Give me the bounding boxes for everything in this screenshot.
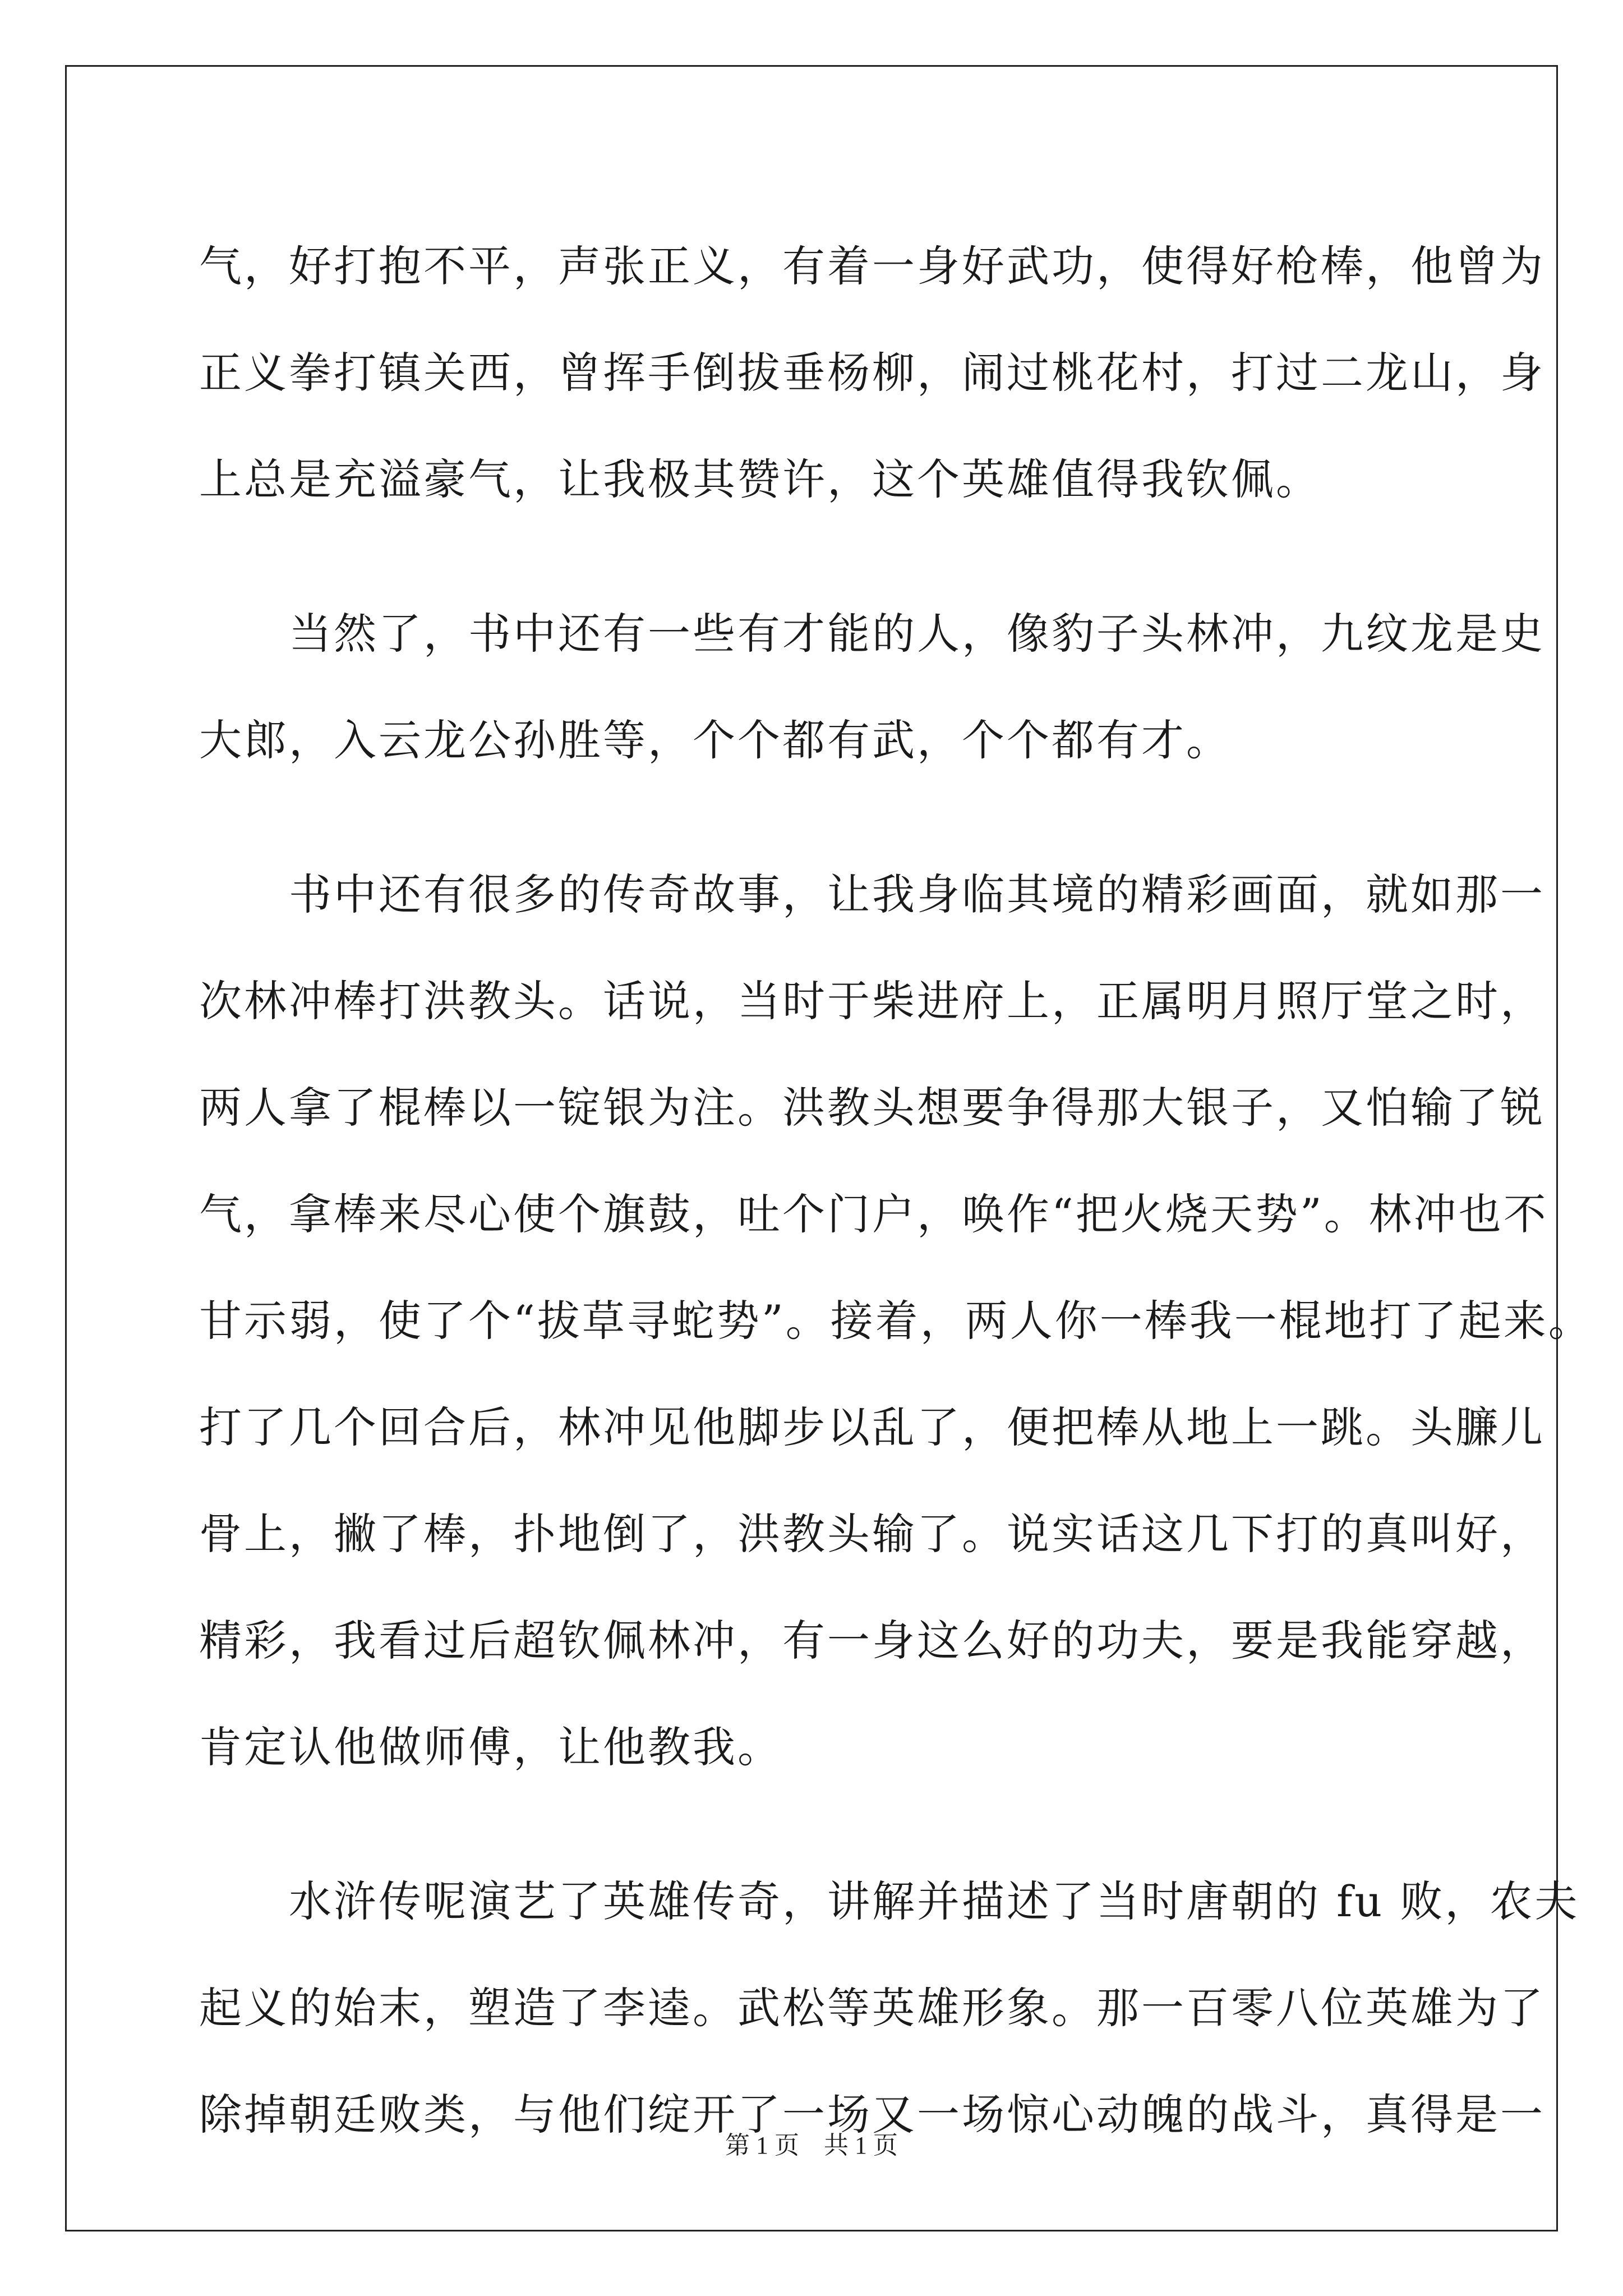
text-line: 甘示弱，使了个“拔草寻蛇势”。接着，两人你一棒我一棍地打了起来。 <box>199 1296 1593 1346</box>
text-line: 上总是充溢豪气，让我极其赞许，这个英雄值得我钦佩。 <box>199 454 1321 504</box>
text-line: 两人拿了棍棒以一锭银为注。洪教头想要争得那大银子，又怕输了锐 <box>199 1083 1545 1133</box>
text-line: 书中还有很多的传奇故事，让我身临其境的精彩画面，就如那一 <box>199 869 1545 919</box>
paragraph-4 <box>199 1848 1580 2168</box>
text-line: 水浒传呢演艺了英雄传奇，讲解并描述了当时唐朝的 fu 败，农夫 <box>199 1876 1580 1926</box>
text-line: 气，好打抱不平，声张正义，有着一身好武功，使得好枪棒，他曾为 <box>199 241 1545 291</box>
text-line: 大郎，入云龙公孙胜等，个个都有武，个个都有才。 <box>199 715 1231 765</box>
text-line: 精彩，我看过后超钦佩林冲，有一身这么好的功夫，要是我能穿越， <box>199 1616 1545 1665</box>
document-body <box>199 213 1593 2168</box>
text-line: 起义的始末，塑造了李逵。武松等英雄形象。那一百零八位英雄为了 <box>199 1983 1545 2033</box>
text-line: 肯定认他做师傅，让他教我。 <box>199 1722 782 1772</box>
text-line: 打了几个回合后，林冲见他脚步以乱了，便把棒从地上一跳。头臁儿 <box>199 1402 1545 1452</box>
text-line: 正义拳打镇关西，曾挥手倒拔垂杨柳，闹过桃花村，打过二龙山，身 <box>199 348 1545 398</box>
text-line: 骨上，撇了棒，扑地倒了，洪教头输了。说实话这几下打的真叫好， <box>199 1509 1545 1559</box>
paragraph-2 <box>199 581 1545 794</box>
text-line: 气，拿棒来尽心使个旗鼓，吐个门户，唤作“把火烧天势”。林冲也不 <box>199 1189 1548 1239</box>
paragraph-3 <box>199 841 1593 1801</box>
text-line: 次林冲棒打洪教头。话说，当时于柴进府上，正属明月照厅堂之时， <box>199 976 1545 1026</box>
paragraph-1 <box>199 213 1545 533</box>
text-line: 除掉朝廷败类，与他们绽开了一场又一场惊心动魄的战斗，真得是一 <box>199 2090 1545 2139</box>
page-number-footer: 第 1 页 共 1 页 <box>725 2132 898 2159</box>
text-line: 当然了，书中还有一些有才能的人，像豹子头林冲，九纹龙是史 <box>199 609 1545 659</box>
